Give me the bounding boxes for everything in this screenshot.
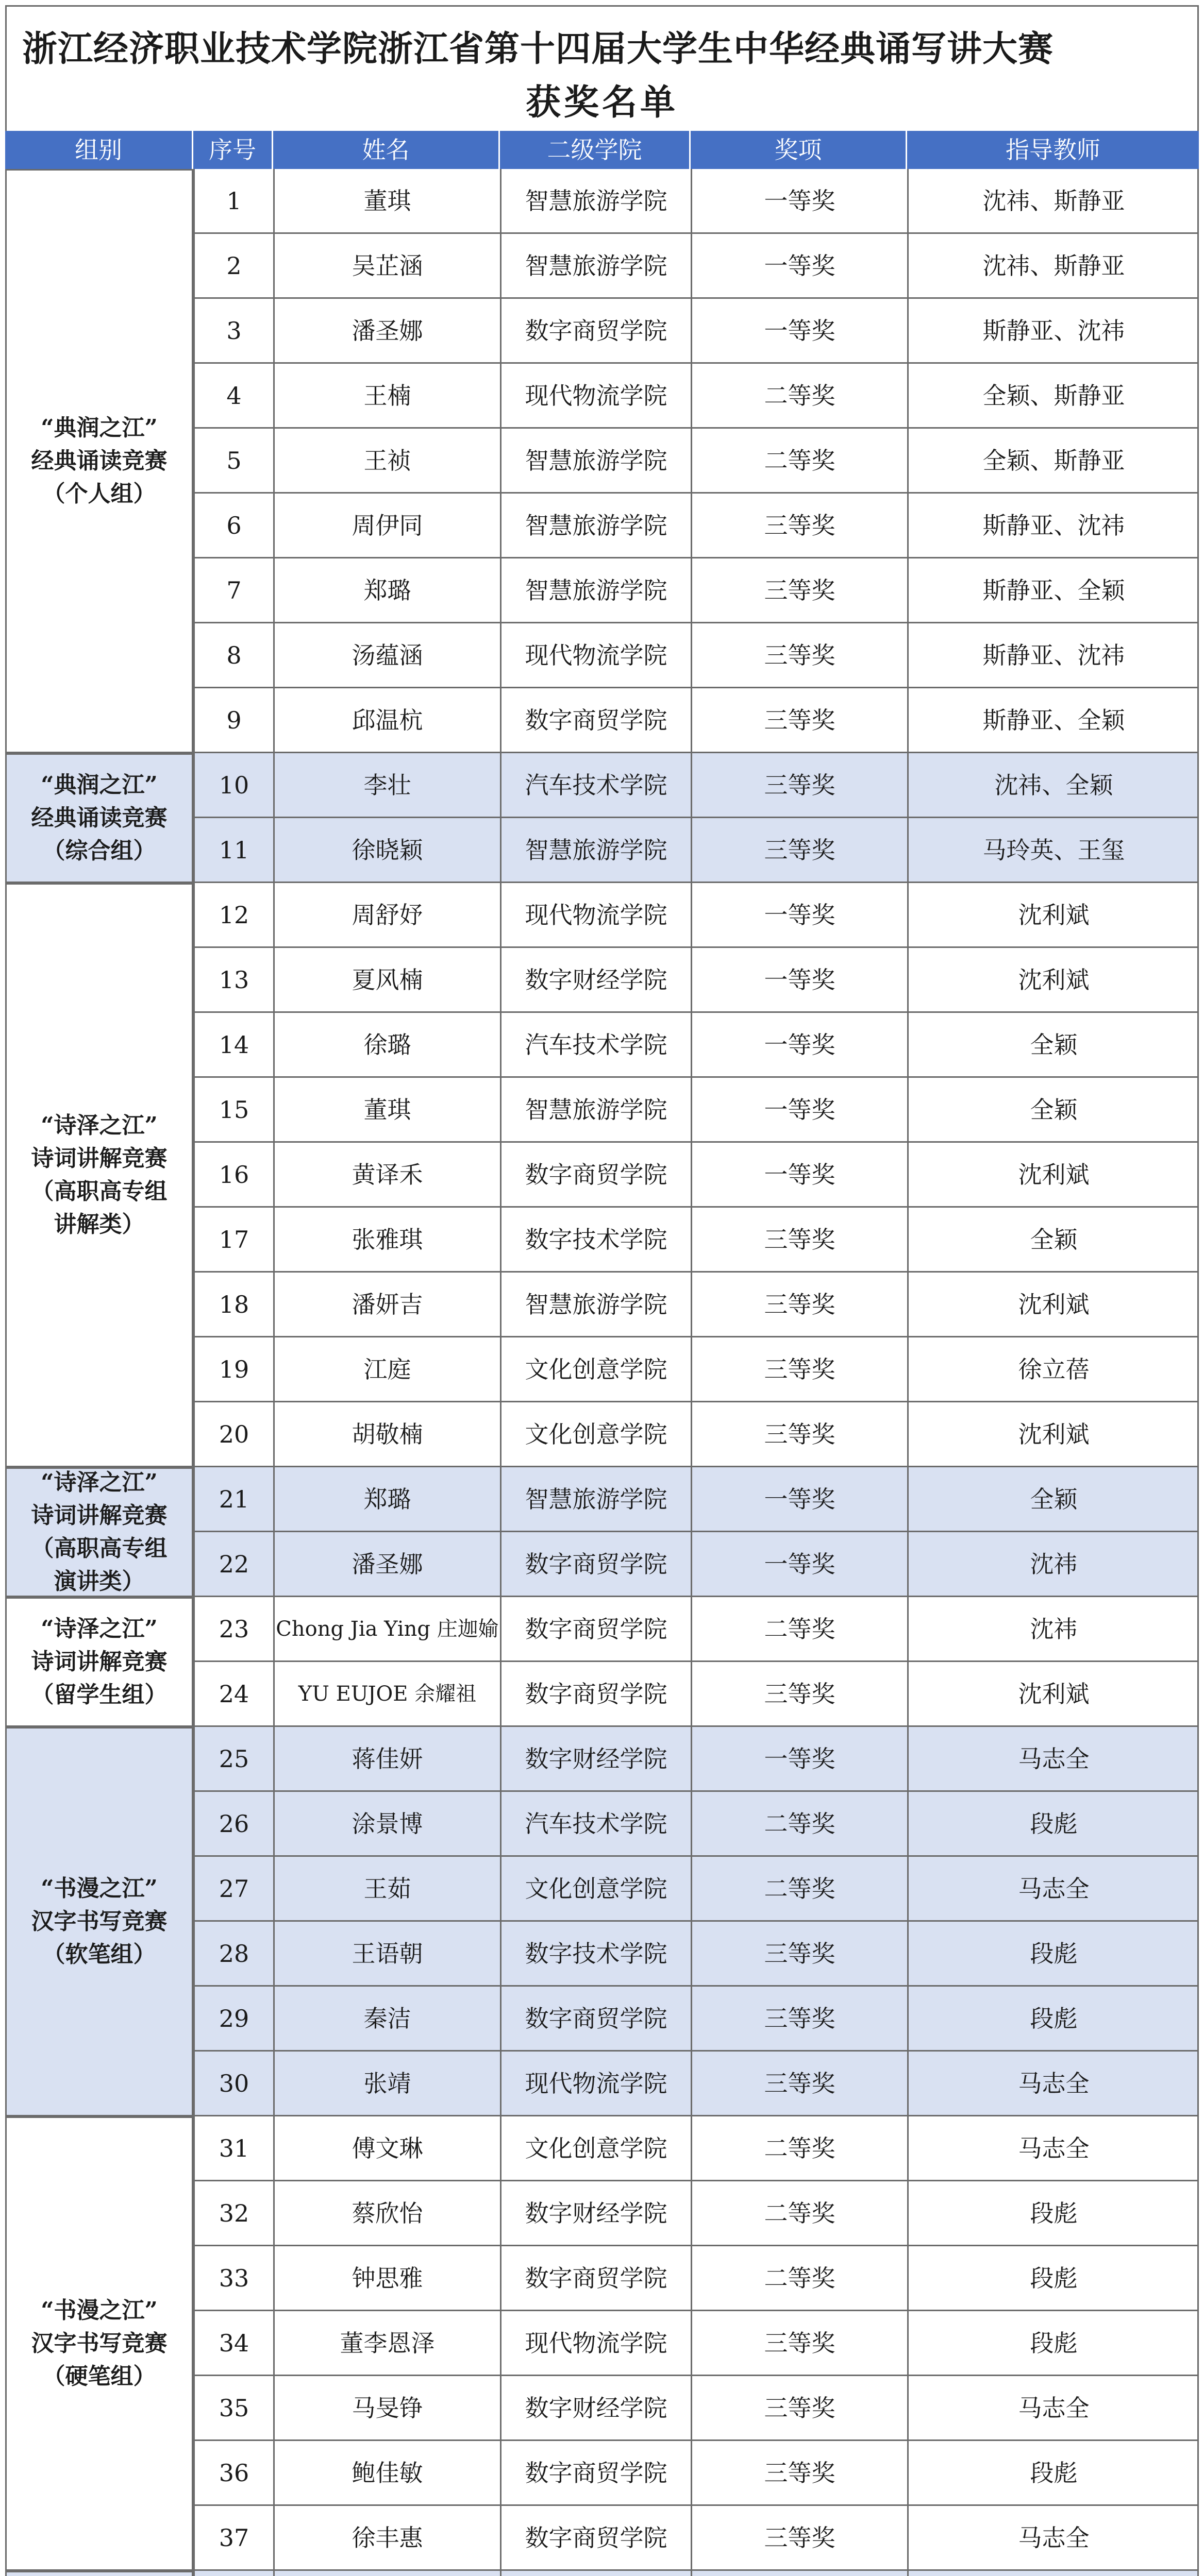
cell-name: 郑璐 bbox=[273, 558, 500, 622]
cell-teacher: 段彪 bbox=[907, 1922, 1199, 1985]
cell-college: 文化创意学院 bbox=[500, 1337, 691, 1401]
cell-teacher: 全颖、斯静亚 bbox=[907, 429, 1199, 492]
cell-number: 5 bbox=[193, 429, 273, 492]
cell-number: 26 bbox=[193, 1792, 273, 1855]
cell-award: 三等奖 bbox=[691, 1922, 907, 1985]
cell-award: 一等奖 bbox=[691, 1467, 907, 1531]
cell-award: 三等奖 bbox=[691, 818, 907, 882]
cell-name: 王楠 bbox=[273, 364, 500, 427]
cell-college: 数字商贸学院 bbox=[500, 688, 691, 752]
table-row bbox=[193, 2116, 1199, 2181]
table-row bbox=[193, 1013, 1199, 1078]
header-college: 二级学院 bbox=[500, 131, 691, 169]
cell-number: 3 bbox=[193, 299, 273, 362]
cell-name: 周伊同 bbox=[273, 494, 500, 557]
cell-teacher: 全颖 bbox=[907, 1078, 1199, 1141]
cell-teacher: 斯静亚、全颖 bbox=[907, 688, 1199, 752]
cell-award: 三等奖 bbox=[691, 2376, 907, 2439]
cell-number: 11 bbox=[193, 818, 273, 882]
cell-award: 一等奖 bbox=[691, 883, 907, 946]
cell-name: 黄译禾 bbox=[273, 1143, 500, 1206]
table-row bbox=[193, 234, 1199, 299]
cell-college: 现代物流学院 bbox=[500, 623, 691, 687]
group-label: “诗泽之江” 诗词讲解竞赛 （高职高专组 演讲类） bbox=[31, 1469, 168, 1595]
table-row bbox=[193, 688, 1199, 753]
cell-teacher: 段彪 bbox=[907, 2246, 1199, 2310]
cell-college: 汽车技术学院 bbox=[500, 753, 691, 817]
cell-college: 数字商贸学院 bbox=[500, 2246, 691, 2310]
cell-number: 13 bbox=[193, 948, 273, 1011]
document-title bbox=[5, 5, 1199, 131]
cell-teacher: 沈祎、全颖 bbox=[907, 753, 1199, 817]
cell-name: 涂景博 bbox=[273, 1792, 500, 1855]
table-row bbox=[193, 753, 1199, 818]
table-row bbox=[193, 1532, 1199, 1597]
cell-college: 现代物流学院 bbox=[500, 364, 691, 427]
cell-teacher: 斯静亚、沈祎 bbox=[907, 494, 1199, 557]
cell-name: 周舒妤 bbox=[273, 883, 500, 946]
cell-teacher: 全颖 bbox=[907, 1013, 1199, 1076]
cell-award: 二等奖 bbox=[691, 2116, 907, 2180]
header-teacher: 指导教师 bbox=[1006, 136, 1100, 164]
cell-name: 王茹 bbox=[273, 1857, 500, 1920]
cell-college: 数字商贸学院 bbox=[500, 1987, 691, 2050]
table-row bbox=[193, 299, 1199, 364]
cell-award: 一等奖 bbox=[691, 169, 907, 232]
cell-award: 一等奖 bbox=[691, 948, 907, 1011]
cell-teacher: 全颖、斯静亚 bbox=[907, 364, 1199, 427]
cell-number: 4 bbox=[193, 364, 273, 427]
cell-number: 36 bbox=[193, 2441, 273, 2504]
cell-name: 蒋佳妍 bbox=[273, 1727, 500, 1790]
group-label: “诗泽之江” 诗词讲解竞赛 （留学生组） bbox=[31, 1616, 168, 1708]
table-row bbox=[193, 1987, 1199, 2052]
cell-college: 文化创意学院 bbox=[500, 1402, 691, 1466]
cell-number: 31 bbox=[193, 2116, 273, 2180]
cell-college: 智慧旅游学院 bbox=[500, 234, 691, 297]
cell-teacher: 段彪 bbox=[907, 2441, 1199, 2504]
cell-teacher: 斯静亚、全颖 bbox=[907, 558, 1199, 622]
cell-teacher: 马志全 bbox=[907, 1857, 1199, 1920]
table-row bbox=[193, 1922, 1199, 1987]
table-row bbox=[193, 1792, 1199, 1857]
cell-teacher: 段彪 bbox=[907, 1987, 1199, 2050]
cell-teacher: 沈祎、斯静亚 bbox=[907, 169, 1199, 232]
group-label: “诗泽之江” 诗词讲解竞赛 （高职高专组 讲解类） bbox=[31, 1112, 168, 1238]
group-label-cell bbox=[5, 1467, 193, 1597]
table-row bbox=[193, 1727, 1199, 1792]
cell-college: 数字商贸学院 bbox=[500, 1662, 691, 1725]
cell-teacher: 沈利斌 bbox=[907, 883, 1199, 946]
table-row bbox=[193, 2571, 1199, 2576]
table-row bbox=[193, 818, 1199, 883]
cell-name: 夏风楠 bbox=[273, 948, 500, 1011]
cell-teacher: 马志全 bbox=[907, 1727, 1199, 1790]
cell-teacher: 沈利斌 bbox=[907, 1143, 1199, 1206]
cell-award: 一等奖 bbox=[691, 234, 907, 297]
cell-college: 数字商贸学院 bbox=[500, 2441, 691, 2504]
cell-number: 20 bbox=[193, 1402, 273, 1466]
group-label: “典润之江” 经典诵读竞赛 （个人组） bbox=[31, 415, 168, 507]
table-row bbox=[193, 1467, 1199, 1532]
cell-award: 二等奖 bbox=[691, 1792, 907, 1855]
group-label-cell bbox=[5, 2116, 193, 2571]
cell-college: 数字商贸学院 bbox=[500, 299, 691, 362]
cell-college: 智慧旅游学院 bbox=[500, 169, 691, 232]
cell-award: 二等奖 bbox=[691, 364, 907, 427]
table-row bbox=[193, 2506, 1199, 2571]
cell-number: 29 bbox=[193, 1987, 273, 2050]
cell-teacher: 沈祎 bbox=[907, 1597, 1199, 1660]
table-row bbox=[193, 2441, 1199, 2506]
table-row bbox=[193, 1597, 1199, 1662]
cell-college: 现代物流学院 bbox=[500, 883, 691, 946]
cell-name: 张靖 bbox=[273, 2052, 500, 2115]
cell-college: 汽车技术学院 bbox=[500, 1013, 691, 1076]
cell-teacher: 马志全 bbox=[907, 2376, 1199, 2439]
table-row bbox=[193, 948, 1199, 1013]
cell-number: 1 bbox=[193, 169, 273, 232]
table-row bbox=[193, 623, 1199, 688]
cell-number: 34 bbox=[193, 2311, 273, 2375]
cell-name: 蔡欣怡 bbox=[273, 2181, 500, 2245]
cell-college: 智慧旅游学院 bbox=[500, 1273, 691, 1336]
cell-name: 马旻铮 bbox=[273, 2376, 500, 2439]
cell-award: 三等奖 bbox=[691, 1337, 907, 1401]
cell-name: 董琪 bbox=[273, 169, 500, 232]
cell-award: 一等奖 bbox=[691, 1013, 907, 1076]
cell-teacher: 马志全 bbox=[907, 2052, 1199, 2115]
cell-teacher: 马志全 bbox=[907, 2506, 1199, 2569]
cell-name: 张雅琪 bbox=[273, 1208, 500, 1271]
cell-teacher: 沈利斌 bbox=[907, 1402, 1199, 1466]
cell-college bbox=[500, 2571, 691, 2576]
cell-college: 数字技术学院 bbox=[500, 1922, 691, 1985]
cell-name: 傅文琳 bbox=[273, 2116, 500, 2180]
cell-number: 8 bbox=[193, 623, 273, 687]
cell-teacher: 马玲英、王玺 bbox=[907, 818, 1199, 882]
table-row bbox=[193, 1402, 1199, 1467]
cell-teacher: 徐立蓓 bbox=[907, 1337, 1199, 1401]
table-row bbox=[193, 2246, 1199, 2311]
cell-name: 李壮 bbox=[273, 753, 500, 817]
table-row bbox=[193, 2181, 1199, 2246]
cell-number: 16 bbox=[193, 1143, 273, 1206]
cell-number: 23 bbox=[193, 1597, 273, 1660]
cell-number: 2 bbox=[193, 234, 273, 297]
cell-number: 19 bbox=[193, 1337, 273, 1401]
cell-teacher: 斯静亚、沈祎 bbox=[907, 299, 1199, 362]
cell-college: 现代物流学院 bbox=[500, 2311, 691, 2375]
group-label: “书漫之江” 汉字书写竞赛 （软笔组） bbox=[31, 1875, 168, 1968]
cell-award: 二等奖 bbox=[691, 2181, 907, 2245]
cell-teacher: 段彪 bbox=[907, 2181, 1199, 2245]
table-row bbox=[193, 429, 1199, 494]
cell-name bbox=[273, 2571, 500, 2576]
cell-college: 数字技术学院 bbox=[500, 1208, 691, 1271]
cell-college: 数字财经学院 bbox=[500, 948, 691, 1011]
cell-award: 三等奖 bbox=[691, 2506, 907, 2569]
cell-college: 数字商贸学院 bbox=[500, 1597, 691, 1660]
cell-name: 汤蕴涵 bbox=[273, 623, 500, 687]
table-row bbox=[193, 1273, 1199, 1337]
cell-teacher: 沈利斌 bbox=[907, 1273, 1199, 1336]
cell-college: 数字商贸学院 bbox=[500, 1532, 691, 1596]
cell-award: 三等奖 bbox=[691, 1208, 907, 1271]
cell-number: 12 bbox=[193, 883, 273, 946]
cell-award: 一等奖 bbox=[691, 1727, 907, 1790]
group-label: “典润之江” 经典诵读竞赛 （综合组） bbox=[31, 772, 168, 864]
cell-name: 徐丰惠 bbox=[273, 2506, 500, 2569]
cell-college: 智慧旅游学院 bbox=[500, 429, 691, 492]
cell-college: 数字财经学院 bbox=[500, 1727, 691, 1790]
cell-teacher: 段彪 bbox=[907, 1792, 1199, 1855]
cell-college: 现代物流学院 bbox=[500, 2052, 691, 2115]
cell-name: 钟思雅 bbox=[273, 2246, 500, 2310]
table-row bbox=[193, 1857, 1199, 1922]
cell-number bbox=[193, 2571, 273, 2576]
table-row bbox=[193, 2311, 1199, 2376]
table-row bbox=[193, 1337, 1199, 1402]
table-row bbox=[193, 1662, 1199, 1727]
cell-name: 徐晓颖 bbox=[273, 818, 500, 882]
cell-name: 鲍佳敏 bbox=[273, 2441, 500, 2504]
table-row bbox=[193, 883, 1199, 948]
cell-teacher: 全颖 bbox=[907, 1208, 1199, 1271]
cell-name: 郑璐 bbox=[273, 1467, 500, 1531]
cell-number: 37 bbox=[193, 2506, 273, 2569]
table-row bbox=[193, 169, 1199, 234]
cell-name: 江庭 bbox=[273, 1337, 500, 1401]
cell-award: 三等奖 bbox=[691, 2441, 907, 2504]
cell-college: 智慧旅游学院 bbox=[500, 1078, 691, 1141]
cell-college: 智慧旅游学院 bbox=[500, 1467, 691, 1531]
cell-number: 21 bbox=[193, 1467, 273, 1531]
title-line-1: 浙江经济职业技术学院浙江省第十四届大学生中华经典诵写讲大赛 bbox=[22, 28, 1054, 70]
group-label-cell bbox=[5, 883, 193, 1467]
cell-award: 二等奖 bbox=[691, 429, 907, 492]
cell-number: 10 bbox=[193, 753, 273, 817]
cell-award: 二等奖 bbox=[691, 1597, 907, 1660]
cell-name: 潘圣娜 bbox=[273, 299, 500, 362]
cell-number: 32 bbox=[193, 2181, 273, 2245]
cell-award: 一等奖 bbox=[691, 299, 907, 362]
cell-name: YU EUJOE 余耀祖 bbox=[273, 1662, 500, 1725]
cell-college: 数字商贸学院 bbox=[500, 1143, 691, 1206]
cell-award: 一等奖 bbox=[691, 1078, 907, 1141]
header-number: 序号 bbox=[193, 131, 273, 169]
cell-award: 三等奖 bbox=[691, 494, 907, 557]
header-award: 奖项 bbox=[691, 131, 907, 169]
cell-name: Chong Jia Ying 庄迦媮 bbox=[273, 1597, 500, 1660]
cell-award: 三等奖 bbox=[691, 688, 907, 752]
title-line-2: 获奖名单 bbox=[525, 82, 678, 123]
header-group: 组别 bbox=[5, 131, 193, 169]
cell-award: 三等奖 bbox=[691, 1662, 907, 1725]
cell-teacher: 斯静亚、沈祎 bbox=[907, 623, 1199, 687]
group-label-cell bbox=[5, 1727, 193, 2116]
table-row bbox=[193, 1078, 1199, 1143]
cell-name: 董琪 bbox=[273, 1078, 500, 1141]
cell-college: 数字财经学院 bbox=[500, 2181, 691, 2245]
cell-award: 一等奖 bbox=[691, 1532, 907, 1596]
cell-name: 董李恩泽 bbox=[273, 2311, 500, 2375]
cell-college: 数字财经学院 bbox=[500, 2376, 691, 2439]
table-row bbox=[193, 494, 1199, 558]
cell-college: 文化创意学院 bbox=[500, 2116, 691, 2180]
cell-award: 一等奖 bbox=[691, 1143, 907, 1206]
cell-name: 潘妍吉 bbox=[273, 1273, 500, 1336]
cell-teacher: 全颖 bbox=[907, 1467, 1199, 1531]
cell-award: 三等奖 bbox=[691, 1402, 907, 1466]
cell-number: 24 bbox=[193, 1662, 273, 1725]
cell-number: 7 bbox=[193, 558, 273, 622]
cell-award: 三等奖 bbox=[691, 623, 907, 687]
cell-name: 徐璐 bbox=[273, 1013, 500, 1076]
cell-number: 27 bbox=[193, 1857, 273, 1920]
cell-number: 14 bbox=[193, 1013, 273, 1076]
cell-name: 潘圣娜 bbox=[273, 1532, 500, 1596]
table-row bbox=[193, 1143, 1199, 1208]
cell-award: 三等奖 bbox=[691, 753, 907, 817]
cell-number: 25 bbox=[193, 1727, 273, 1790]
group-label-cell bbox=[5, 753, 193, 883]
table-row bbox=[193, 2052, 1199, 2116]
cell-college: 智慧旅游学院 bbox=[500, 558, 691, 622]
cell-college: 汽车技术学院 bbox=[500, 1792, 691, 1855]
cell-number: 35 bbox=[193, 2376, 273, 2439]
group-label-cell bbox=[5, 1597, 193, 1727]
cell-teacher bbox=[907, 2571, 1199, 2576]
group-label-cell bbox=[5, 2571, 193, 2576]
cell-award: 二等奖 bbox=[691, 2246, 907, 2310]
cell-college: 智慧旅游学院 bbox=[500, 494, 691, 557]
cell-teacher: 沈利斌 bbox=[907, 1662, 1199, 1725]
cell-name: 胡敬楠 bbox=[273, 1402, 500, 1466]
cell-award: 三等奖 bbox=[691, 1273, 907, 1336]
cell-number: 22 bbox=[193, 1532, 273, 1596]
cell-number: 33 bbox=[193, 2246, 273, 2310]
cell-number: 9 bbox=[193, 688, 273, 752]
cell-college: 智慧旅游学院 bbox=[500, 818, 691, 882]
table-row bbox=[193, 1208, 1199, 1273]
cell-teacher: 沈利斌 bbox=[907, 948, 1199, 1011]
cell-name: 王语朝 bbox=[273, 1922, 500, 1985]
cell-award: 三等奖 bbox=[691, 558, 907, 622]
cell-name: 邱温杭 bbox=[273, 688, 500, 752]
group-label: “书漫之江” 汉字书写竞赛 （硬笔组） bbox=[31, 2297, 168, 2389]
cell-number: 28 bbox=[193, 1922, 273, 1985]
cell-award: 三等奖 bbox=[691, 2311, 907, 2375]
cell-number: 15 bbox=[193, 1078, 273, 1141]
header-name: 姓名 bbox=[273, 131, 500, 169]
cell-number: 18 bbox=[193, 1273, 273, 1336]
cell-college: 文化创意学院 bbox=[500, 1857, 691, 1920]
table-row bbox=[193, 558, 1199, 623]
cell-number: 30 bbox=[193, 2052, 273, 2115]
cell-college: 数字商贸学院 bbox=[500, 2506, 691, 2569]
cell-award: 三等奖 bbox=[691, 1987, 907, 2050]
table-header bbox=[5, 131, 1199, 169]
cell-award: 三等奖 bbox=[691, 2052, 907, 2115]
cell-teacher: 段彪 bbox=[907, 2311, 1199, 2375]
table-row bbox=[193, 2376, 1199, 2441]
group-label-cell bbox=[5, 169, 193, 753]
cell-teacher: 马志全 bbox=[907, 2116, 1199, 2180]
cell-name: 王祯 bbox=[273, 429, 500, 492]
cell-award bbox=[691, 2571, 907, 2576]
cell-teacher: 沈祎 bbox=[907, 1532, 1199, 1596]
cell-name: 秦洁 bbox=[273, 1987, 500, 2050]
cell-number: 6 bbox=[193, 494, 273, 557]
cell-teacher: 沈祎、斯静亚 bbox=[907, 234, 1199, 297]
cell-name: 吴芷涵 bbox=[273, 234, 500, 297]
cell-number: 17 bbox=[193, 1208, 273, 1271]
table-row bbox=[193, 364, 1199, 429]
cell-award: 二等奖 bbox=[691, 1857, 907, 1920]
